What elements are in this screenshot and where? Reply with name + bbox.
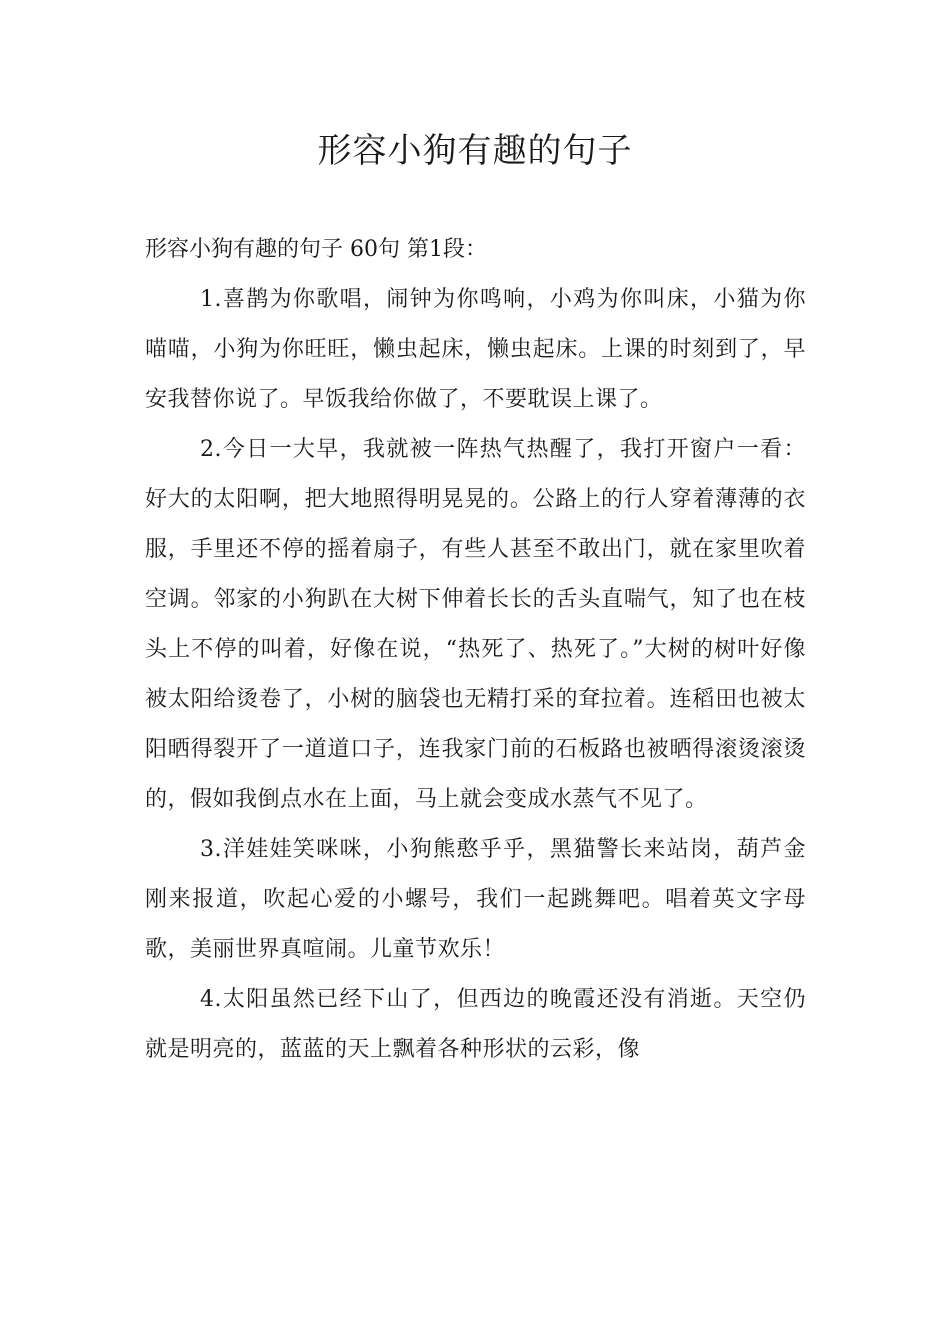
intro-line: 形容小狗有趣的句子 60句 第1段：: [145, 237, 487, 262]
paragraph-2: 2.今日一大早，我就被一阵热气热醒了，我打开窗户一看：好大的太阳啊，把大地照得明晃晃的。公路上的行人穿着薄薄的衣服，手里还不停的摇着扇子，有些人甚至不敢出门，就在家里吹着空调。邻家的小狗趴在大树下伸着长长的舌头直喘气，知了也在枝头上不停的叫着，好像在说，“热死了、热死了。”大树的树叶好像被太阳给烫卷了，小树的脑袋也无精打采的耷拉着。连稻田也被太阳晒得裂开了一道道口子，连我家门前的石板路也被晒得滚烫滚烫的，假如我倒点水在上面，马上就会变成水蒸气不见了。: [145, 437, 806, 812]
paragraph-3: 3.洋娃娃笑咪咪，小狗熊憨乎乎，黑猫警长来站岗，葫芦金刚来报道，吹起心爱的小螺号，我们一起跳舞吧。唱着英文字母歌，美丽世界真喧闹。儿童节欢乐！: [145, 837, 806, 962]
document-title: 形容小狗有趣的句子: [317, 131, 633, 171]
paragraph-1: 1.喜鹊为你歌唱，闹钟为你鸣响，小鸡为你叫床，小猫为你喵喵，小狗为你旺旺，懒虫起床，懒虫起床。上课的时刻到了，早安我替你说了。早饭我给你做了，不要耽误上课了。: [145, 287, 806, 412]
paragraph-4: 4.太阳虽然已经下山了，但西边的晚霞还没有消逝。天空仍就是明亮的，蓝蓝的天上飘着各种形状的云彩，像: [145, 987, 806, 1062]
document-body: [145, 225, 806, 1075]
